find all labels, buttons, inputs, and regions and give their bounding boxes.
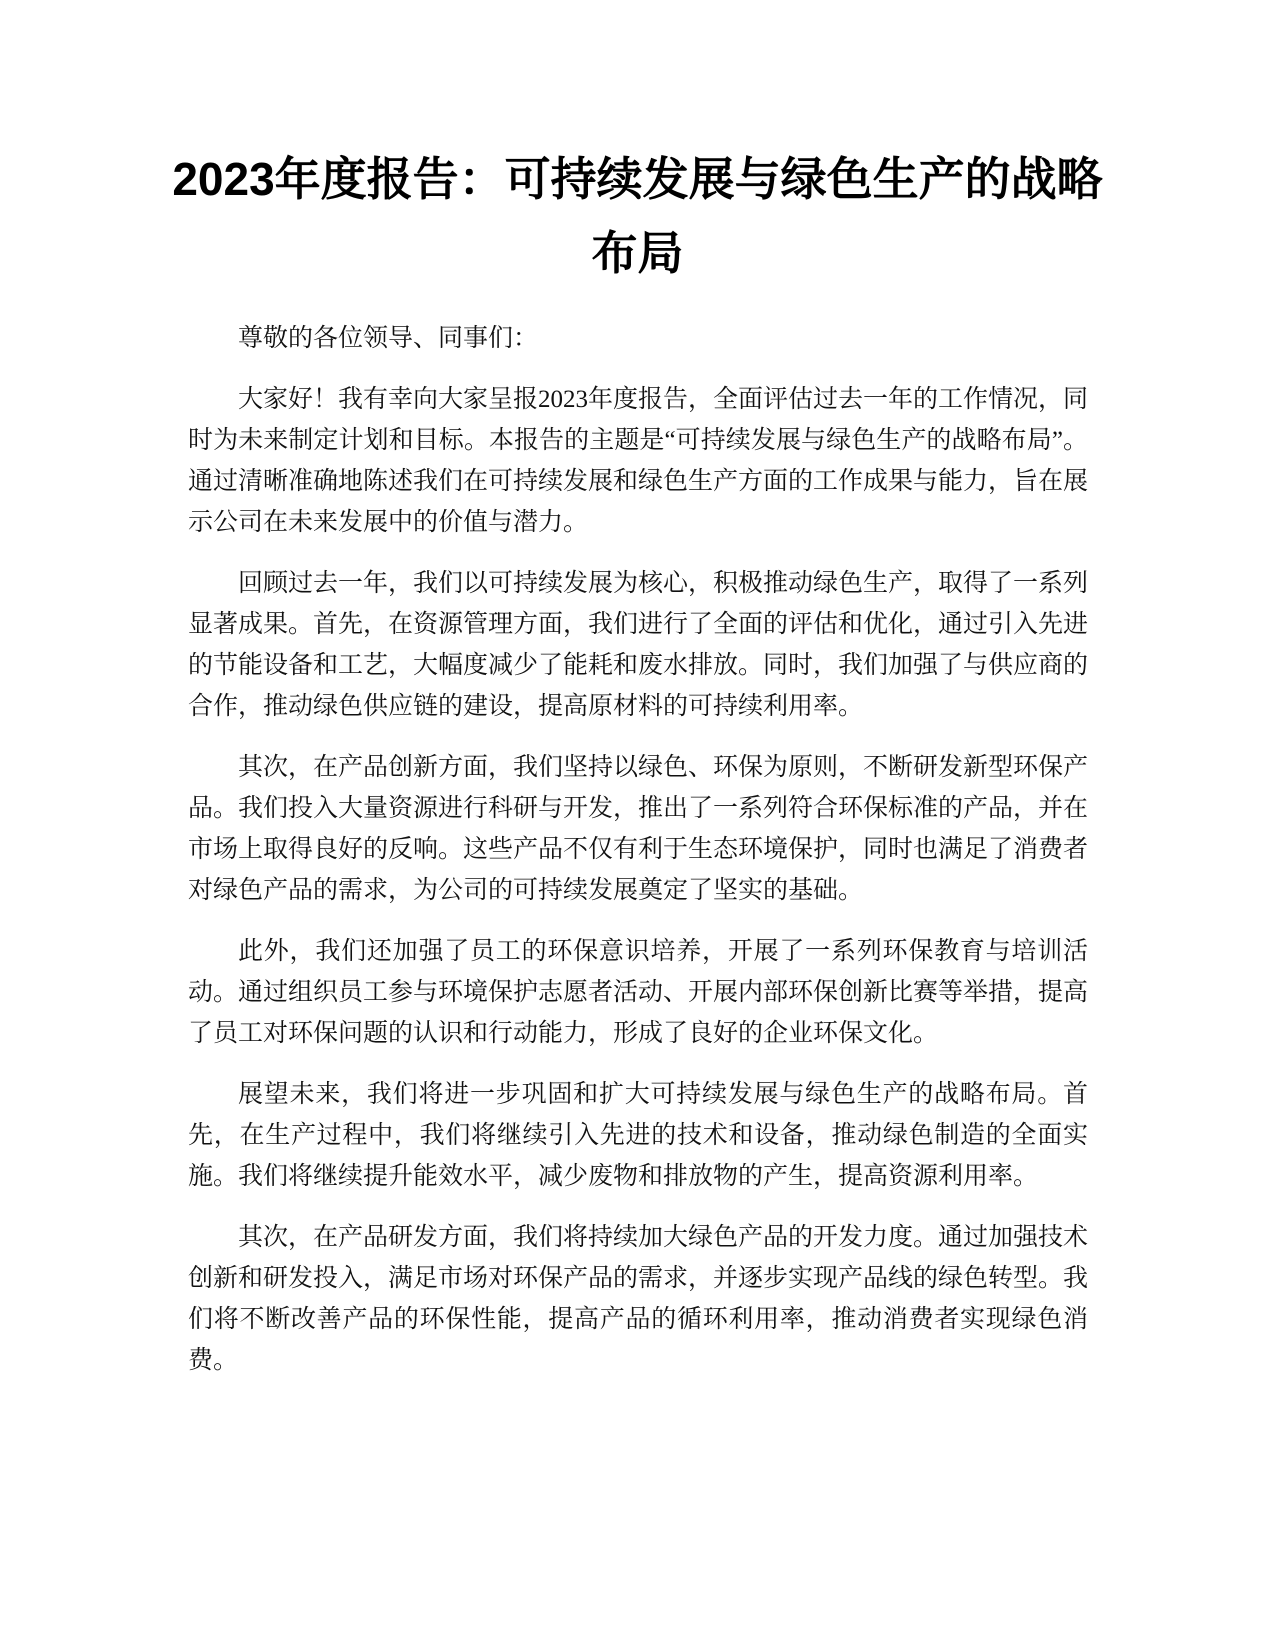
- document-title: 2023年度报告：可持续发展与绿色生产的战略布局: [172, 153, 1103, 279]
- paragraph-product-rd: 其次，在产品研发方面，我们将持续加大绿色产品的开发力度。通过加强技术创新和研发投入，满足市场对环保产品的需求，并逐步实现产品线的绿色转型。我们将不断改善产品的环保性能，提高产品的循环利用率，推动消费者实现绿色消费。: [188, 1224, 1089, 1374]
- paragraph-outlook: 展望未来，我们将进一步巩固和扩大可持续发展与绿色生产的战略布局。首先，在生产过程中，我们将继续引入先进的技术和设备，推动绿色制造的全面实施。我们将继续提升能效水平，减少废物和排放物的产生，提高资源利用率。: [188, 1081, 1088, 1190]
- paragraph-product-innovation: 其次，在产品创新方面，我们坚持以绿色、环保为原则，不断研发新型环保产品。我们投入大量资源进行科研与开发，推出了一系列符合环保标准的产品，并在市场上取得良好的反响。这些产品不仅有利于生态环境保护，同时也满足了消费者对绿色产品的需求，为公司的可持续发展奠定了坚实的基础。: [188, 754, 1089, 904]
- paragraph-employee-awareness: 此外，我们还加强了员工的环保意识培养，开展了一系列环保教育与培训活动。通过组织员工参与环境保护志愿者活动、开展内部环保创新比赛等举措，提高了员工对环保问题的认识和行动能力，形成了良好的企业环保文化。: [188, 938, 1089, 1047]
- paragraph-introduction: 大家好！我有幸向大家呈报2023年度报告，全面评估过去一年的工作情况，同时为未来制定计划和目标。本报告的主题是“可持续发展与绿色生产的战略布局”。通过清晰准确地陈述我们在可持续发展和绿色生产方面的工作成果与能力，旨在展示公司在未来发展中的价值与潜力。: [188, 386, 1089, 536]
- paragraph-salutation: 尊敬的各位领导、同事们：: [238, 325, 539, 352]
- paragraph-review: 回顾过去一年，我们以可持续发展为核心，积极推动绿色生产，取得了一系列显著成果。首先，在资源管理方面，我们进行了全面的评估和优化，通过引入先进的节能设备和工艺，大幅度减少了能耗和废水排放。同时，我们加强了与供应商的合作，推动绿色供应链的建设，提高原材料的可持续利用率。: [188, 570, 1089, 720]
- document-body: [188, 318, 1088, 1401]
